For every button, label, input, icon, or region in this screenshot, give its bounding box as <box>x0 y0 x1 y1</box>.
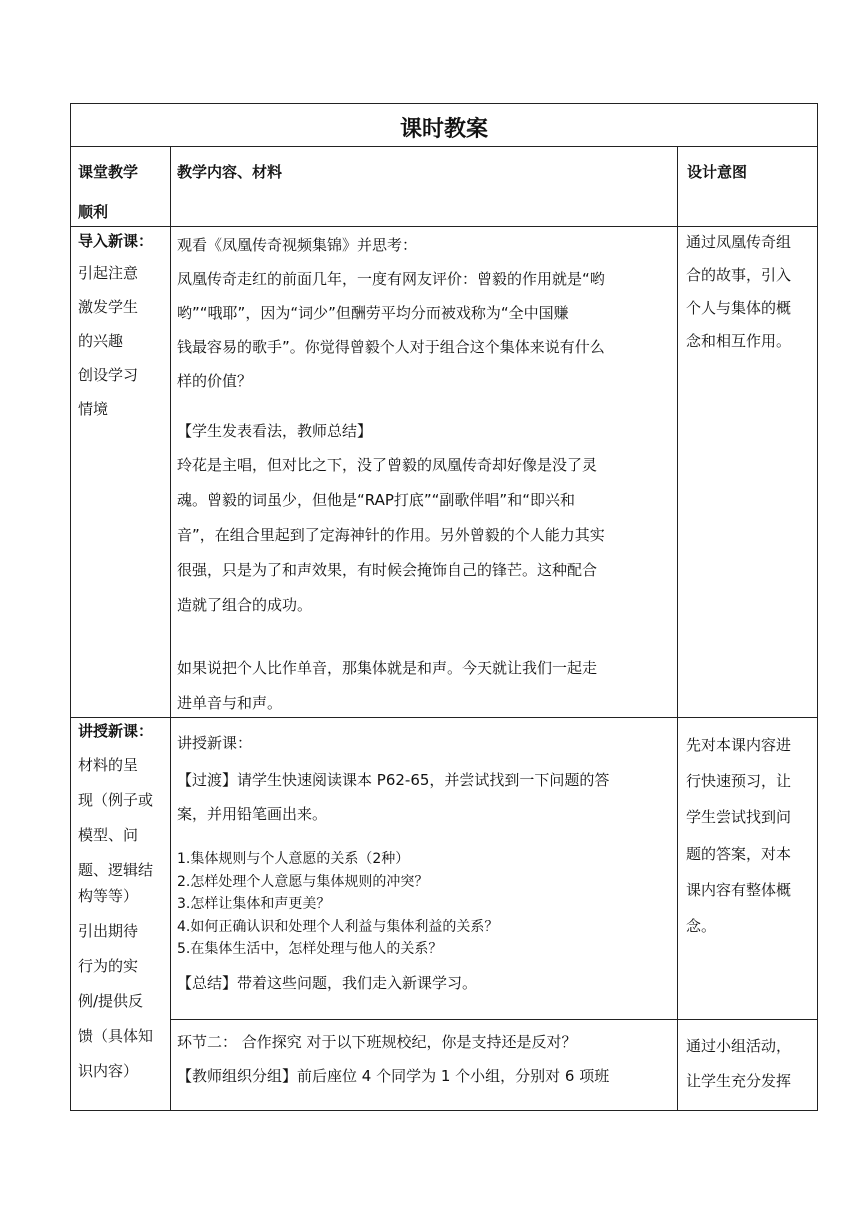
column-divider <box>170 146 171 1111</box>
new-lesson-left-line: 引出期待 <box>78 922 139 940</box>
new-lesson-left-line: 构等等） <box>78 887 139 905</box>
intro-intent-line: 个人与集体的概 <box>686 299 792 317</box>
intro-closing-line: 如果说把个人比作单音，那集体就是和声。今天就让我们一起走 <box>177 659 598 677</box>
step-two-line: 【教师组织分组】前后座位 4 个同学为 1 个小组，分别对 6 项班 <box>177 1067 610 1085</box>
intro-heading: 导入新课： <box>78 232 154 250</box>
new-lesson-left-line: 馈（具体知 <box>78 1027 154 1045</box>
new-lesson-left-line: 题、逻辑结 <box>78 861 154 879</box>
column-divider <box>677 146 678 1111</box>
intro-content-line: 观看《凤凰传奇视频集锦》并思考： <box>177 236 418 254</box>
intro-content-line: 样的价值？ <box>177 372 253 390</box>
new-lesson-left-line: 模型、问 <box>78 826 139 844</box>
question-item: 5.在集体生活中，怎样处理与他人的关系？ <box>177 941 443 957</box>
new-lesson-intent-line: 课内容有整体概 <box>686 881 792 899</box>
question-item: 1.集体规则与个人意愿的关系（2种） <box>177 851 410 867</box>
question-item: 3.怎样让集体和声更美？ <box>177 896 331 912</box>
intro-left-line: 情境 <box>78 400 109 418</box>
question-item: 2.怎样处理个人意愿与集体规则的冲突？ <box>177 874 429 890</box>
new-lesson-summary: 【总结】带着这些问题，我们走入新课学习。 <box>177 974 478 992</box>
intro-summary-line: 很强，只是为了和声效果，有时候会掩饰自己的锋芒。这种配合 <box>177 561 598 579</box>
intro-intent-line: 合的故事，引入 <box>686 266 792 284</box>
intro-left-line: 激发学生 <box>78 298 139 316</box>
header-col2: 教学内容、材料 <box>177 163 283 181</box>
intro-left-line: 的兴趣 <box>78 332 124 350</box>
intro-content-line: 钱最容易的歌手”。你觉得曾毅个人对于组合这个集体来说有什么 <box>177 338 605 356</box>
intro-left-line: 引起注意 <box>78 264 139 282</box>
question-item: 4.如何正确认识和处理个人利益与集体利益的关系？ <box>177 919 499 935</box>
intro-summary-line: 魂。曾毅的词虽少，但他是“RAP打底”“副歌伴唱”和“即兴和 <box>177 491 575 509</box>
header-col1-line1: 课堂教学 <box>78 163 139 181</box>
new-lesson-left-line: 现（例子或 <box>78 791 154 809</box>
intro-summary-line: 音”，在组合里起到了定海神针的作用。另外曾毅的个人能力其实 <box>177 526 605 544</box>
intro-intent-line: 通过凤凰传奇组 <box>686 233 792 251</box>
new-lesson-intent-line: 学生尝试找到问 <box>686 808 792 826</box>
intro-closing-line: 进单音与和声。 <box>177 694 283 712</box>
new-lesson-content-line: 【过渡】请学生快速阅读课本 P62-65，并尝试找到一下问题的答 <box>177 771 610 789</box>
header-col3: 设计意图 <box>687 163 748 181</box>
new-lesson-intent-line: 念。 <box>686 917 717 935</box>
new-lesson-left-line: 识内容） <box>78 1062 139 1080</box>
step-two-intent-line: 让学生充分发挥 <box>686 1072 792 1090</box>
intro-summary-heading: 【学生发表看法，教师总结】 <box>177 422 373 440</box>
new-lesson-intent-line: 先对本课内容进 <box>686 736 792 754</box>
new-lesson-content-line: 讲授新课： <box>177 734 253 752</box>
new-lesson-left-line: 行为的实 <box>78 957 139 975</box>
new-lesson-left-line: 例/提供反 <box>78 992 144 1010</box>
step-two-intent-line: 通过小组活动， <box>686 1037 792 1055</box>
row-divider <box>170 1019 818 1020</box>
new-lesson-content-line: 案，并用铅笔画出来。 <box>177 805 328 823</box>
header-col1-line2: 顺利 <box>78 203 109 221</box>
new-lesson-intent-line: 行快速预习，让 <box>686 772 792 790</box>
intro-content-line: 哟”“哦耶”，因为“词少”但酬劳平均分而被戏称为“全中国赚 <box>177 304 569 322</box>
intro-intent-line: 念和相互作用。 <box>686 332 792 350</box>
new-lesson-left-line: 材料的呈 <box>78 756 139 774</box>
step-two-line: 环节二： 合作探究 对于以下班规校纪，你是支持还是反对？ <box>177 1033 577 1051</box>
intro-content-line: 凤凰传奇走红的前面几年，一度有网友评价：曾毅的作用就是“哟 <box>177 270 605 288</box>
intro-left-line: 创设学习 <box>78 366 139 384</box>
new-lesson-heading: 讲授新课： <box>78 722 154 740</box>
new-lesson-intent-line: 题的答案，对本 <box>686 845 792 863</box>
intro-summary-line: 玲花是主唱，但对比之下，没了曾毅的凤凰传奇却好像是没了灵 <box>177 456 598 474</box>
page-title: 课时教案 <box>399 117 488 142</box>
intro-summary-line: 造就了组合的成功。 <box>177 596 313 614</box>
